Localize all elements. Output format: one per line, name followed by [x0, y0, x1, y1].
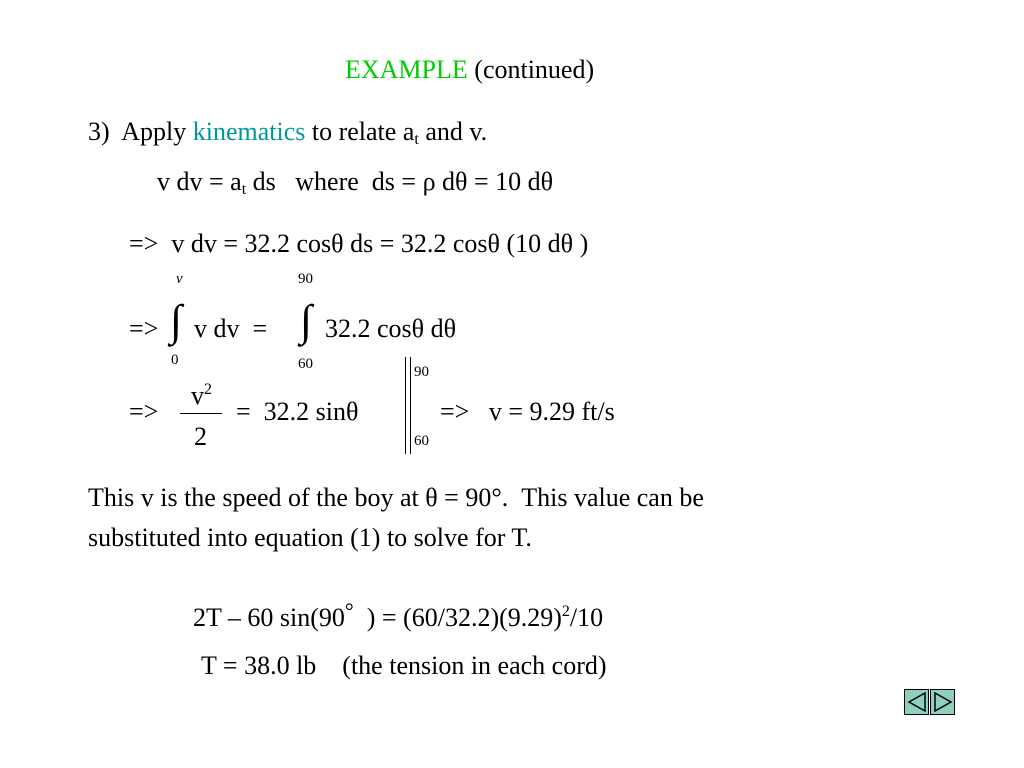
paragraph-line-1: This v is the speed of the boy at θ = 90°. This value can be: [88, 483, 704, 512]
step3-suffix2: and v.: [418, 117, 488, 146]
eq4-arrow: =>: [129, 397, 159, 426]
next-slide-button[interactable]: [930, 689, 955, 715]
eq4-denominator: 2: [194, 422, 207, 451]
eq4-numerator-base: v: [191, 381, 204, 410]
eq1-part2: ds where ds = ρ dθ = 10 dθ: [246, 167, 554, 196]
eq5-exponent: 2: [561, 603, 570, 620]
eq5-degree: °: [344, 598, 354, 623]
eq3-lhs-upper-limit: v: [176, 271, 183, 287]
eq1-part1: v dv = a: [157, 167, 242, 196]
eq3-lhs-lower-limit: 0: [171, 352, 179, 368]
eq4-numerator: [191, 381, 212, 411]
eq3-rhs-upper-limit: 90: [298, 271, 313, 287]
slide-navigation: [904, 689, 956, 717]
previous-slide-button[interactable]: [904, 689, 929, 715]
step3-suffix1: to relate a: [305, 117, 415, 146]
eq4-eval-upper: 90: [414, 364, 429, 380]
eq3-lhs-body: v dv =: [194, 314, 268, 343]
step3-subscript: t: [414, 131, 419, 148]
eq4-numerator-exponent: 2: [204, 381, 212, 398]
eq4-result: => v = 9.29 ft/s: [440, 397, 615, 426]
equation-6: T = 38.0 lb (the tension in each cord): [201, 651, 607, 680]
eq5-part1: 2T – 60 sin(90: [193, 603, 345, 632]
step3-line: [88, 117, 487, 147]
eval-bar-left: [405, 357, 406, 454]
title-example: EXAMPLE: [345, 55, 468, 84]
integral-sign-left: ∫: [170, 296, 183, 345]
eq1-subscript: t: [241, 181, 247, 198]
paragraph-line-2: substituted into equation (1) to solve for T.: [88, 523, 532, 552]
equation-2: => v dv = 32.2 cosθ ds = 32.2 cosθ (10 dθ ): [129, 229, 589, 258]
eq4-fraction-bar: [180, 413, 222, 414]
step3-prefix: 3) Apply: [88, 117, 193, 146]
eq5-part3: /10: [569, 603, 604, 632]
equation-5: [193, 598, 604, 633]
triangle-left-icon: [905, 690, 929, 714]
triangle-right-icon: [931, 690, 955, 714]
eq5-part2: ) = (60/32.2)(9.29): [353, 603, 562, 632]
title-continued: (continued): [474, 55, 595, 84]
eq4-middle: = 32.2 sinθ: [236, 397, 359, 426]
eval-bar-right: [410, 357, 411, 454]
integral-sign-right: ∫: [300, 296, 313, 345]
eq3-rhs-lower-limit: 60: [298, 356, 313, 372]
eq4-eval-lower: 60: [414, 433, 429, 449]
eq3-rhs-body: 32.2 cosθ dθ: [325, 314, 457, 343]
equation-1: [157, 167, 553, 197]
eq3-arrow: =>: [129, 314, 159, 343]
slide-title: [345, 55, 594, 85]
kinematics-link-text: kinematics: [192, 117, 306, 146]
